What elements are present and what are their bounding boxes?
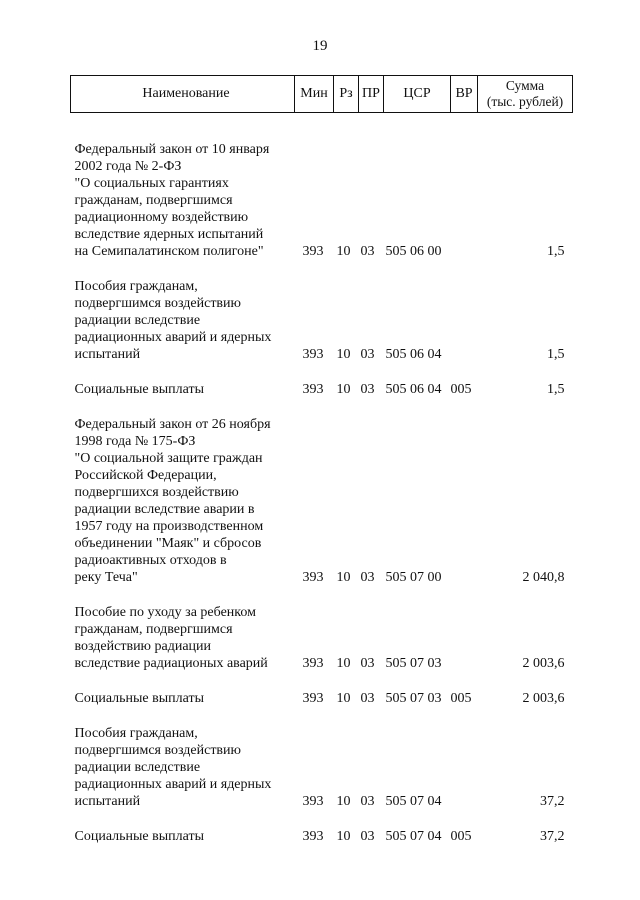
row-name-line: вследствие ядерных испытаний xyxy=(74,227,264,242)
table-body xyxy=(71,113,573,846)
row-pr: 03 xyxy=(360,244,375,259)
row-min: 393 xyxy=(302,244,324,259)
row-pr: 03 xyxy=(360,570,375,585)
header-sum-line1: Сумма xyxy=(505,78,545,93)
row-pr: 03 xyxy=(360,691,375,706)
row-name-line: "О социальных гарантиях xyxy=(74,176,229,191)
row-name-line: радиационных аварий и ядерных xyxy=(74,330,272,345)
header-sum xyxy=(478,76,573,113)
row-vr xyxy=(451,416,478,586)
row-min: 393 xyxy=(302,794,324,809)
row-min: 393 xyxy=(302,570,324,585)
row-name-line: подвергшимся воздействию xyxy=(74,296,241,311)
row-csr: 505 06 04 xyxy=(385,382,442,397)
row-name-line: радиации вследствие xyxy=(74,760,201,775)
table-row xyxy=(71,725,573,810)
row-name-line: Пособие по уходу за ребенком xyxy=(74,605,256,620)
header-pr: ПР xyxy=(359,76,384,113)
row-name-line: реку Теча" xyxy=(74,570,138,585)
row-name-line: вследствие радиационых аварий xyxy=(74,656,268,671)
row-rz: 10 xyxy=(336,244,351,259)
header-vr: ВР xyxy=(451,76,478,113)
row-spacer xyxy=(71,810,573,828)
row-pr: 03 xyxy=(360,347,375,362)
row-vr: 005 xyxy=(450,829,472,844)
table-row xyxy=(71,828,573,845)
row-vr: 005 xyxy=(450,691,472,706)
header-sum-line2: (тыс. рублей) xyxy=(486,94,564,109)
row-name xyxy=(71,828,295,845)
row-min: 393 xyxy=(302,656,324,671)
row-name-line: подвергшимся воздействию xyxy=(74,743,241,758)
row-name-line: Социальные выплаты xyxy=(74,691,205,706)
row-name-line: испытаний xyxy=(74,794,141,809)
budget-table xyxy=(70,75,573,845)
row-csr: 505 07 03 xyxy=(385,656,442,671)
row-name-line: Социальные выплаты xyxy=(74,829,205,844)
header-name: Наименование xyxy=(71,76,295,113)
row-name-line: Социальные выплаты xyxy=(74,382,205,397)
row-csr: 505 06 04 xyxy=(385,347,442,362)
table-row xyxy=(71,416,573,586)
row-name xyxy=(71,141,295,260)
table-row xyxy=(71,381,573,398)
row-vr xyxy=(451,604,478,672)
row-csr: 505 07 00 xyxy=(385,570,442,585)
row-min: 393 xyxy=(302,382,324,397)
row-name-line: 1957 году на производственном xyxy=(74,519,264,534)
row-csr: 505 07 04 xyxy=(385,829,442,844)
row-min: 393 xyxy=(302,347,324,362)
row-vr xyxy=(451,278,478,363)
row-name-line: Пособия гражданам, xyxy=(74,279,198,294)
row-name-line: Пособия гражданам, xyxy=(74,726,198,741)
row-rz: 10 xyxy=(336,829,351,844)
row-sum: 1,5 xyxy=(547,347,565,362)
row-sum: 37,2 xyxy=(540,829,565,844)
row-name-line: радиационному воздействию xyxy=(74,210,249,225)
row-name-line: гражданам, подвергшимся xyxy=(74,622,233,637)
row-name-line: испытаний xyxy=(74,347,141,362)
row-rz: 10 xyxy=(336,382,351,397)
row-spacer xyxy=(71,363,573,381)
table-row xyxy=(71,604,573,672)
row-vr xyxy=(451,725,478,810)
header-rz: Рз xyxy=(334,76,359,113)
row-vr xyxy=(451,141,478,260)
row-name-line: объединении "Маяк" и сбросов xyxy=(74,536,262,551)
table-header xyxy=(71,76,573,113)
row-spacer xyxy=(71,113,573,142)
row-pr: 03 xyxy=(360,656,375,671)
row-vr: 005 xyxy=(450,382,472,397)
row-name-line: гражданам, подвергшимся xyxy=(74,193,233,208)
row-spacer xyxy=(71,707,573,725)
row-csr: 505 07 04 xyxy=(385,794,442,809)
row-pr: 03 xyxy=(360,382,375,397)
row-csr: 505 07 03 xyxy=(385,691,442,706)
row-sum: 1,5 xyxy=(547,382,565,397)
row-spacer xyxy=(71,672,573,690)
row-name xyxy=(71,381,295,398)
table-row xyxy=(71,278,573,363)
row-name-line: радиации вследствие аварии в xyxy=(74,502,255,517)
row-sum: 1,5 xyxy=(547,244,565,259)
row-pr: 03 xyxy=(360,794,375,809)
row-name xyxy=(71,278,295,363)
row-spacer xyxy=(71,398,573,416)
row-rz: 10 xyxy=(336,656,351,671)
row-name xyxy=(71,725,295,810)
header-min: Мин xyxy=(295,76,334,113)
row-sum: 37,2 xyxy=(540,794,565,809)
row-name-line: 1998 года № 175-ФЗ xyxy=(74,434,196,449)
row-csr: 505 06 00 xyxy=(385,244,442,259)
row-sum: 2 003,6 xyxy=(522,691,565,706)
table-row xyxy=(71,141,573,260)
row-name xyxy=(71,690,295,707)
row-name-line: Федеральный закон от 10 января xyxy=(74,142,270,157)
row-rz: 10 xyxy=(336,691,351,706)
row-name xyxy=(71,604,295,672)
row-rz: 10 xyxy=(336,347,351,362)
row-name xyxy=(71,416,295,586)
row-rz: 10 xyxy=(336,794,351,809)
row-sum: 2 040,8 xyxy=(522,570,565,585)
row-name-line: Федеральный закон от 26 ноября xyxy=(74,417,271,432)
row-name-line: радиации вследствие xyxy=(74,313,201,328)
row-spacer xyxy=(71,260,573,278)
row-name-line: радиационных аварий и ядерных xyxy=(74,777,272,792)
row-name-line: радиоактивных отходов в xyxy=(74,553,227,568)
row-sum: 2 003,6 xyxy=(522,656,565,671)
row-min: 393 xyxy=(302,691,324,706)
row-name-line: подвергшихся воздействию xyxy=(74,485,239,500)
row-name-line: "О социальной защите граждан xyxy=(74,451,263,466)
row-name-line: воздействию радиации xyxy=(74,639,212,654)
row-spacer xyxy=(71,586,573,604)
row-name-line: Российской Федерации, xyxy=(74,468,217,483)
table-row xyxy=(71,690,573,707)
row-min: 393 xyxy=(302,829,324,844)
row-pr: 03 xyxy=(360,829,375,844)
row-name-line: на Семипалатинском полигоне" xyxy=(74,244,264,259)
page-number: 19 xyxy=(312,38,328,54)
row-rz: 10 xyxy=(336,570,351,585)
row-name-line: 2002 года № 2-ФЗ xyxy=(74,159,182,174)
header-csr: ЦСР xyxy=(384,76,451,113)
